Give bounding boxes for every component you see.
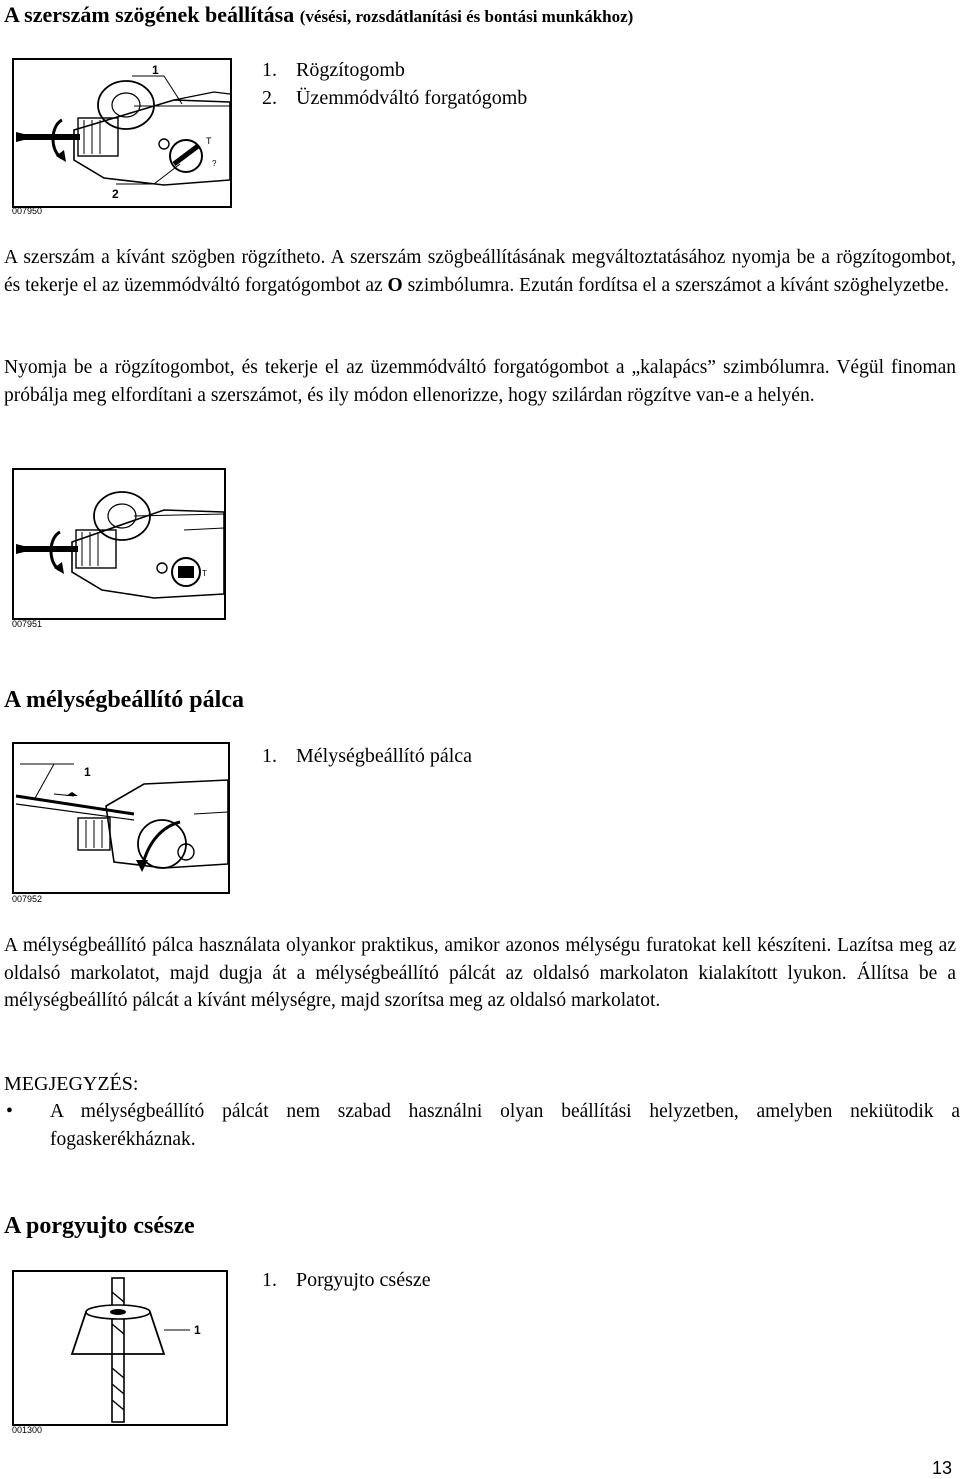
symbol-o: O — [387, 274, 403, 296]
bullet-icon: • — [6, 1101, 13, 1122]
figure-tool-angle-knobs — [12, 58, 232, 208]
paragraph-lock-check: Nyomja be a rögzítogombot, és tekerje el az üzemmódváltó forgatógombot a „kalapács” szimbólumra. Végül finoman próbálja meg elfordítani a szerszámot, és ily módon ellenorizze, hogy szilárdan rögzítve van-e a helyén. — [4, 357, 956, 406]
legend-item-depth-rod: 1. Mélységbeállító pálca — [262, 745, 473, 767]
legend-section2 — [262, 742, 472, 770]
note-heading: MEGJEGYZÉS: — [4, 1073, 139, 1095]
callout-1: 1 — [152, 63, 159, 77]
callout-1: 1 — [194, 1323, 201, 1337]
drill-illustration-1 — [14, 60, 230, 206]
drill-illustration-3 — [14, 744, 228, 892]
callout-2: 2 — [112, 187, 119, 201]
section-title-depth-rod: A mélységbeállító pálca — [4, 687, 244, 713]
figure-code: 001300 — [12, 1425, 43, 1435]
legend-item-dust-cup: 1. Porgyujto csésze — [262, 1269, 431, 1291]
figure-dust-cup — [12, 1270, 228, 1426]
legend-section3 — [262, 1266, 431, 1294]
legend-item-mode-knob: 2. Üzemmódváltó forgatógomb — [262, 87, 528, 109]
section-title-tool-angle: A szerszám szögének beállítása (vésési, rozsdátlanítási és bontási munkákhoz) — [4, 2, 634, 27]
page-number: 13 — [932, 1458, 953, 1478]
svg-text:?: ? — [212, 159, 217, 168]
paragraph-angle-setting: A szerszám a kívánt szögben rögzítheto. A szerszám szögbeállításának megváltoztatásához nyomja be a rögzítogombot, és tekerje el az üzemmódváltó forgatógombot az O szimbólumra. Ezután fordítsa el a szerszámot a kívánt szöghelyzetbe. — [4, 247, 956, 296]
figure-code: 007952 — [12, 894, 43, 904]
svg-text:T: T — [206, 136, 212, 146]
figure-code: 007951 — [12, 619, 43, 629]
paragraph-depth-rod: A mélységbeállító pálca használata olyankor praktikus, amikor azonos mélységu furatokat kell készíteni. Lazítsa meg az oldalsó markolatot, majd dugja át a mélységbeállító pálcát az oldalsó markolaton kialakított lyukon. Állítsa be a mélységbeállító pálcát a kívánt mélységre, majd szorítsa meg az oldalsó markolatot. — [4, 935, 956, 1011]
figure-depth-rod — [12, 742, 230, 894]
drill-illustration-4 — [14, 1272, 226, 1424]
figure-code: 007950 — [12, 206, 43, 216]
callout-1: 1 — [84, 765, 91, 779]
drill-illustration-2 — [14, 470, 224, 618]
section-title-dust-cup: A porgyujto csésze — [4, 1213, 195, 1239]
svg-text:T: T — [202, 569, 207, 578]
legend-section1 — [262, 56, 527, 112]
figure-hammer-mode — [12, 468, 226, 620]
legend-item-lock-button: 1. Rögzítogomb — [262, 59, 405, 81]
note-bullet-item: • A mélységbeállító pálcát nem szabad használni olyan beállítási helyzetben, amelyben nekiütodik a fogaskerékháznak. — [4, 1098, 960, 1154]
